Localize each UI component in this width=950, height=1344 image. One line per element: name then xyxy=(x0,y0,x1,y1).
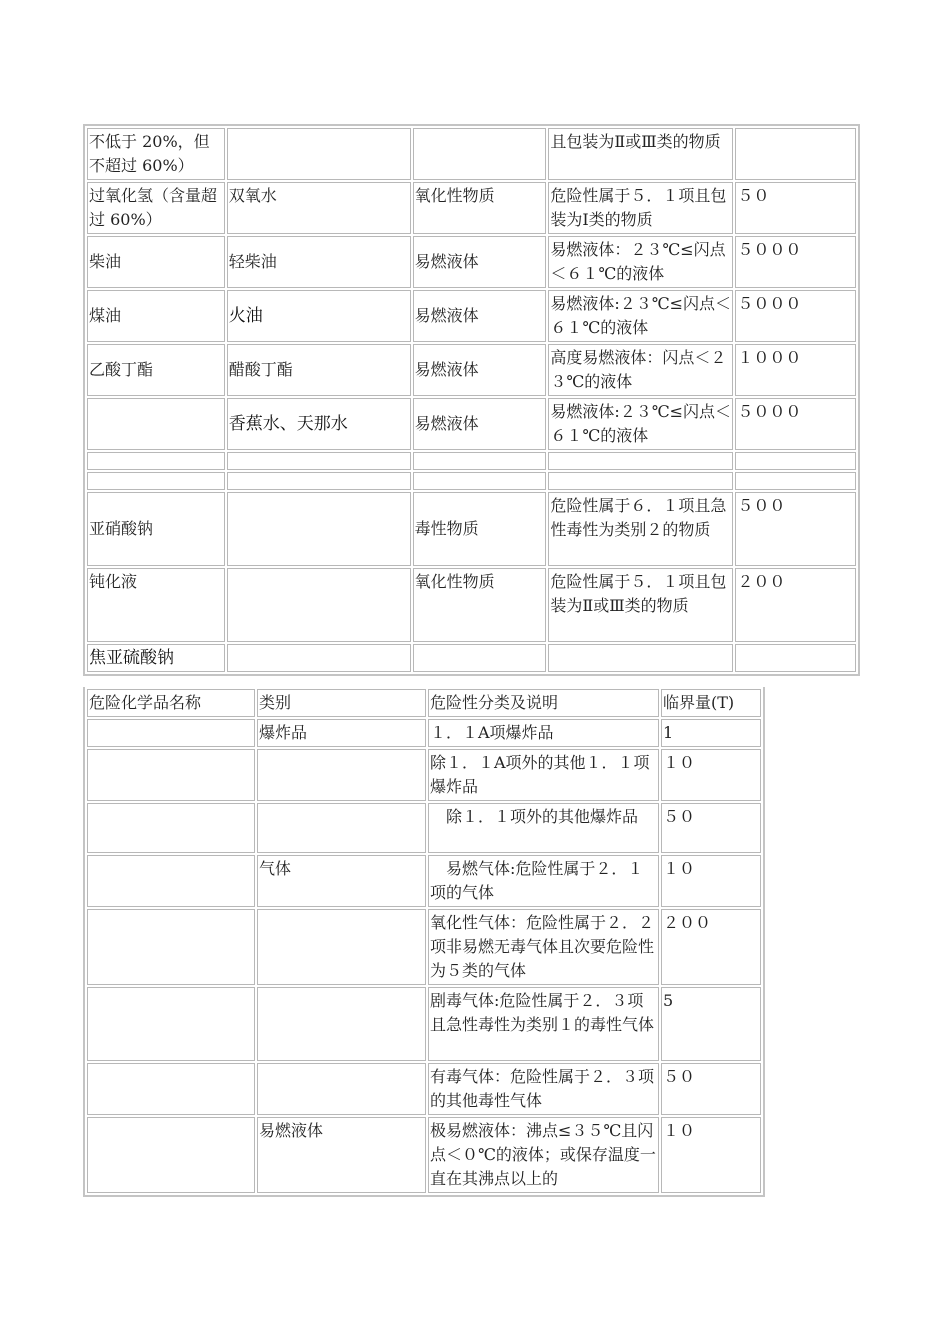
cell-threshold xyxy=(735,644,856,672)
cell-description: 除１．１A项外的其他１．１项爆炸品 xyxy=(428,749,659,801)
cell-threshold: ２００ xyxy=(661,909,761,985)
cell-alias xyxy=(227,128,411,180)
header-threshold: 临界量(T) xyxy=(661,689,761,717)
cell-threshold: ５０００ xyxy=(735,290,856,342)
cell-name xyxy=(87,719,255,747)
table-row xyxy=(87,644,856,672)
cell-description: 且包装为Ⅱ或Ⅲ类的物质 xyxy=(548,128,733,180)
cell-category xyxy=(413,452,547,470)
cell-description: 易燃液体:２３℃≤闪点＜６１℃的液体 xyxy=(548,398,733,450)
cell-category: 易燃液体 xyxy=(413,290,547,342)
cell-name xyxy=(87,855,255,907)
table-row xyxy=(87,472,856,490)
cell-name: 乙酸丁酯 xyxy=(87,344,225,396)
cell-name: 钝化液 xyxy=(87,568,225,642)
cell-description: 高度易燃液体：闪点＜２３℃的液体 xyxy=(548,344,733,396)
table-row xyxy=(87,749,761,801)
cell-alias xyxy=(227,472,411,490)
cell-description xyxy=(548,644,733,672)
cell-category: 易燃液体 xyxy=(413,344,547,396)
cell-threshold xyxy=(735,452,856,470)
cell-category xyxy=(413,128,547,180)
cell-category xyxy=(257,909,426,985)
cell-name: 不低于 20%，但不超过 60%） xyxy=(87,128,225,180)
cell-description: 易燃液体:２３℃≤闪点＜６１℃的液体 xyxy=(548,290,733,342)
header-chemical-name: 危险化学品名称 xyxy=(87,689,255,717)
cell-category: 气体 xyxy=(257,855,426,907)
cell-alias xyxy=(227,452,411,470)
cell-description: 氧化性气体：危险性属于２．２项非易燃无毒气体且次要危险性为５类的气体 xyxy=(428,909,659,985)
cell-threshold: ５００ xyxy=(735,492,856,566)
cell-category: 氧化性物质 xyxy=(413,568,547,642)
cell-name: 亚硝酸钠 xyxy=(87,492,225,566)
cell-threshold: １０ xyxy=(661,855,761,907)
table-row xyxy=(87,719,761,747)
table-row xyxy=(87,236,856,288)
cell-alias: 双氧水 xyxy=(227,182,411,234)
table-row xyxy=(87,1117,761,1193)
cell-category: 毒性物质 xyxy=(413,492,547,566)
header-category: 类别 xyxy=(257,689,426,717)
cell-threshold xyxy=(735,472,856,490)
cell-name xyxy=(87,398,225,450)
table-header-row xyxy=(87,689,761,717)
table-row xyxy=(87,568,856,642)
cell-description: 极易燃液体：沸点≤３５℃且闪点＜０℃的液体；或保存温度一直在其沸点以上的 xyxy=(428,1117,659,1193)
header-classification: 危险性分类及说明 xyxy=(428,689,659,717)
cell-threshold: ５０００ xyxy=(735,398,856,450)
cell-category xyxy=(413,644,547,672)
table-row xyxy=(87,909,761,985)
table-row xyxy=(87,344,856,396)
cell-category: 易燃液体 xyxy=(413,236,547,288)
table-row xyxy=(87,398,856,450)
cell-description: 易燃气体:危险性属于２．１项的气体 xyxy=(428,855,659,907)
cell-description: １．１A项爆炸品 xyxy=(428,719,659,747)
cell-description: 除１．１项外的其他爆炸品 xyxy=(428,803,659,853)
cell-threshold: １０ xyxy=(661,749,761,801)
cell-alias: 轻柴油 xyxy=(227,236,411,288)
cell-description xyxy=(548,472,733,490)
cell-alias: 火油 xyxy=(227,290,411,342)
cell-name xyxy=(87,987,255,1061)
cell-name: 柴油 xyxy=(87,236,225,288)
cell-description xyxy=(548,452,733,470)
cell-description: 易燃液体：２３℃≤闪点＜６１℃的液体 xyxy=(548,236,733,288)
table-row xyxy=(87,1063,761,1115)
cell-name xyxy=(87,472,225,490)
cell-threshold: ５０ xyxy=(661,1063,761,1115)
cell-category xyxy=(257,803,426,853)
cell-threshold: ５０００ xyxy=(735,236,856,288)
table-row xyxy=(87,855,761,907)
cell-alias xyxy=(227,644,411,672)
cell-alias: 香蕉水、天那水 xyxy=(227,398,411,450)
cell-name xyxy=(87,452,225,470)
chemicals-table xyxy=(83,124,860,676)
table-row xyxy=(87,182,856,234)
cell-name xyxy=(87,749,255,801)
cell-threshold: ５０ xyxy=(735,182,856,234)
cell-name xyxy=(87,803,255,853)
cell-name: 煤油 xyxy=(87,290,225,342)
table-row xyxy=(87,128,856,180)
table-row xyxy=(87,987,761,1061)
cell-name xyxy=(87,1063,255,1115)
cell-category xyxy=(413,472,547,490)
cell-alias: 醋酸丁酯 xyxy=(227,344,411,396)
cell-name xyxy=(87,1117,255,1193)
cell-description: 危险性属于６．１项且急性毒性为类别２的物质 xyxy=(548,492,733,566)
table-row xyxy=(87,290,856,342)
table-row xyxy=(87,452,856,470)
cell-threshold: １０００ xyxy=(735,344,856,396)
cell-name: 过氧化氢（含量超过 60%） xyxy=(87,182,225,234)
cell-alias xyxy=(227,492,411,566)
cell-description: 危险性属于５．１项且包装为Ⅰ类的物质 xyxy=(548,182,733,234)
cell-category: 爆炸品 xyxy=(257,719,426,747)
cell-category xyxy=(257,1063,426,1115)
cell-description: 有毒气体：危险性属于２．３项的其他毒性气体 xyxy=(428,1063,659,1115)
cell-category xyxy=(257,749,426,801)
cell-description: 危险性属于５．１项且包装为Ⅱ或Ⅲ类的物质 xyxy=(548,568,733,642)
cell-threshold xyxy=(735,128,856,180)
cell-category: 易燃液体 xyxy=(413,398,547,450)
cell-description: 剧毒气体:危险性属于２．３项且急性毒性为类别１的毒性气体 xyxy=(428,987,659,1061)
cell-category: 易燃液体 xyxy=(257,1117,426,1193)
cell-threshold: 1 xyxy=(661,719,761,747)
cell-threshold: １０ xyxy=(661,1117,761,1193)
hazard-threshold-table xyxy=(83,687,765,1197)
cell-threshold: 5 xyxy=(661,987,761,1061)
cell-category: 氧化性物质 xyxy=(413,182,547,234)
cell-name xyxy=(87,909,255,985)
cell-threshold: ２００ xyxy=(735,568,856,642)
cell-name: 焦亚硫酸钠 xyxy=(87,644,225,672)
cell-threshold: ５０ xyxy=(661,803,761,853)
cell-category xyxy=(257,987,426,1061)
table-row xyxy=(87,803,761,853)
cell-alias xyxy=(227,568,411,642)
table-row xyxy=(87,492,856,566)
